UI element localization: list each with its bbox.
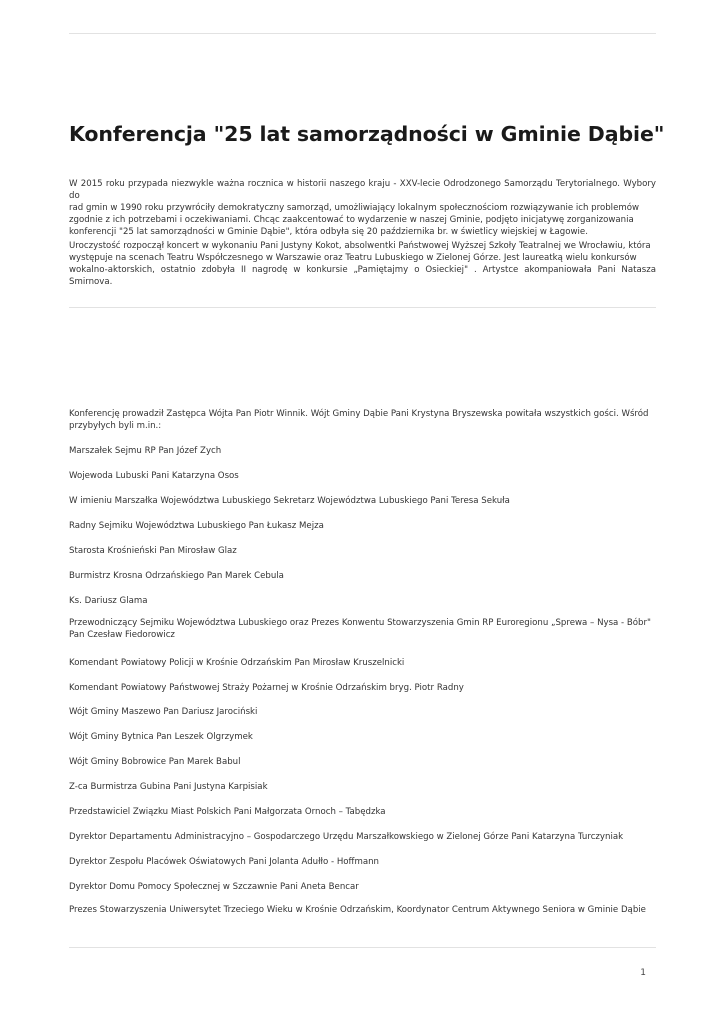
guest-list-item — [69, 495, 656, 507]
guest-line: Prezes Stowarzyszenia Uniwersytet Trzeciego Wieku w Krośnie Odrzańskim, Koordynator Centrum Aktywnego Seniora w Gminie Dąbie — [69, 905, 646, 915]
guest-line: Komendant Powiatowy Państwowej Straży Pożarnej w Krośnie Odrzańskim bryg. Piotr Radny — [69, 683, 464, 693]
middle-divider — [69, 307, 656, 308]
paragraph-line: Uroczystość rozpoczął koncert w wykonaniu Pani Justyny Kokot, absolwentki Państwowej Wyższej Szkoły Teatralnej we Wrocławiu, która — [69, 241, 651, 251]
guest-list-item — [69, 731, 656, 743]
guest-list-item — [69, 470, 656, 482]
top-divider — [69, 33, 656, 34]
guest-line: Wójt Gminy Bytnica Pan Leszek Olgrzymek — [69, 732, 253, 742]
guest-line: Dyrektor Domu Pomocy Społecznej w Szczawnie Pani Aneta Bencar — [69, 882, 359, 892]
page-title: Konferencja "25 lat samorządności w Gminie Dąbie" — [69, 122, 665, 146]
guest-list-item — [69, 595, 656, 607]
guest-list-item — [69, 520, 656, 532]
guest-line: Burmistrz Krosna Odrzańskiego Pan Marek Cebula — [69, 571, 284, 581]
guest-list-item — [69, 706, 656, 718]
guest-list-item — [69, 806, 656, 818]
guest-line: Wójt Gminy Bobrowice Pan Marek Babul — [69, 757, 241, 767]
guest-list-item — [69, 445, 656, 457]
guest-line: Z-ca Burmistrza Gubina Pani Justyna Karpisiak — [69, 782, 268, 792]
guest-list-item — [69, 756, 656, 768]
guest-line: Dyrektor Departamentu Administracyjno – Gospodarczego Urzędu Marszałkowskiego w Zielonej Górze Pani Katarzyna Turczyniak — [69, 832, 624, 842]
paragraph-line: zgodnie z ich potrzebami i oczekiwaniami. Chcąc zaakcentować to wydarzenie w naszej Gminie, podjęto inicjatywę zorganizowania — [69, 215, 634, 225]
guest-line: Pan Czesław Fiedorowicz — [69, 630, 175, 640]
guest-list-item — [69, 682, 656, 694]
guest-line: Marszałek Sejmu RP Pan Józef Zych — [69, 446, 222, 456]
guest-list-item — [69, 781, 656, 793]
paragraph-line: przybyłych byli m.in.: — [69, 421, 162, 431]
guest-line: Dyrektor Zespołu Placówek Oświatowych Pani Jolanta Adułło - Hoffmann — [69, 857, 379, 867]
paragraph-line: występuje na scenach Teatru Współczesnego w Warszawie oraz Teatru Lubuskiego w Zielonej Górze. Jest laureatką wielu konkursów — [69, 253, 637, 263]
paragraph-line: wokalno-aktorskich, ostatnio zdobyła II nagrodę w konkursie „Pamiętajmy o Osieckiej" . Artystce akompaniowała Pani Natasza Smirnova. — [69, 265, 656, 287]
page-number: 1 — [640, 968, 646, 978]
guest-list-item — [69, 881, 656, 893]
conference-paragraph — [69, 408, 656, 432]
guest-list-item — [69, 617, 656, 641]
intro-paragraph-1 — [69, 178, 656, 238]
guest-line: Komendant Powiatowy Policji w Krośnie Odrzańskim Pan Mirosław Kruszelnicki — [69, 658, 405, 668]
guest-list-item — [69, 856, 656, 868]
guest-list-item — [69, 831, 656, 843]
paragraph-line: W 2015 roku przypada niezwykle ważna rocznica w historii naszego kraju - XXV-lecie Odrodzonego Samorządu Terytorialnego. Wybory do — [69, 179, 656, 201]
guest-line: Radny Sejmiku Województwa Lubuskiego Pan Łukasz Mejza — [69, 521, 324, 531]
guest-line: Wójt Gminy Maszewo Pan Dariusz Jarociński — [69, 707, 258, 717]
paragraph-line: Konferencję prowadził Zastępca Wójta Pan Piotr Winnik. Wójt Gminy Dąbie Pani Krystyna Bryszewska powitała wszystkich gości. Wśród — [69, 409, 649, 419]
guest-list-item — [69, 570, 656, 582]
guest-line: W imieniu Marszałka Województwa Lubuskiego Sekretarz Województwa Lubuskiego Pani Teresa Sekuła — [69, 496, 510, 506]
guest-list-item — [69, 657, 656, 669]
intro-paragraph-2 — [69, 240, 656, 288]
paragraph-line: rad gmin w 1990 roku przywróciły demokratyczny samorząd, umożliwiający lokalnym społecznościom rozwiązywanie ich problemów — [69, 203, 640, 213]
guest-line: Przedstawiciel Związku Miast Polskich Pani Małgorzata Ornoch – Tabędzka — [69, 807, 386, 817]
guest-line: Wojewoda Lubuski Pani Katarzyna Osos — [69, 471, 239, 481]
guest-list-item — [69, 904, 656, 916]
paragraph-line: konferencji "25 lat samorządności w Gminie Dąbie", która odbyła się 20 października br. w świetlicy wiejskiej w Łagowie. — [69, 227, 588, 237]
guest-line: Przewodniczący Sejmiku Województwa Lubuskiego oraz Prezes Konwentu Stowarzyszenia Gmin RP Euroregionu „Sprewa – Nysa - Bóbr" — [69, 618, 651, 628]
guest-line: Ks. Dariusz Glama — [69, 596, 148, 606]
guest-list-item — [69, 545, 656, 557]
guest-line: Starosta Krośnieński Pan Mirosław Glaz — [69, 546, 237, 556]
bottom-divider — [69, 947, 656, 948]
